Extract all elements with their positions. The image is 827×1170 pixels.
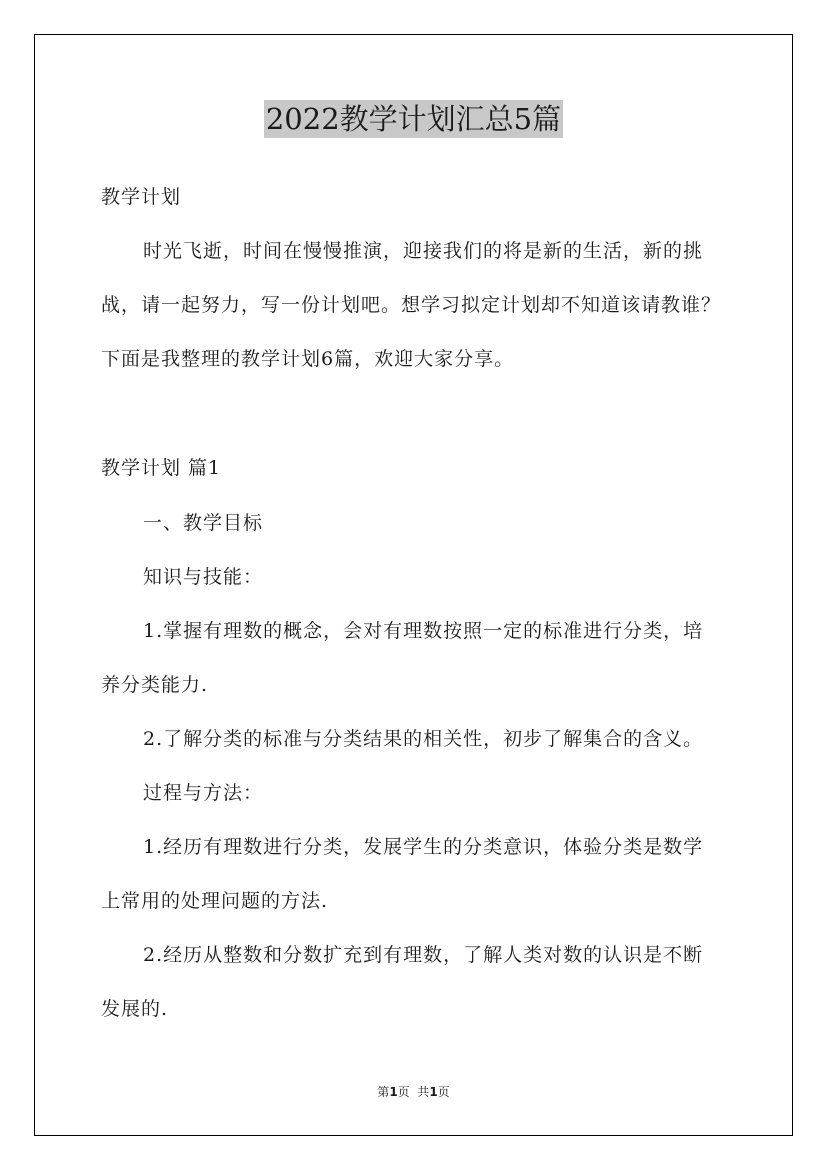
process-item-1-line-2: 上常用的处理问题的方法. — [101, 890, 329, 912]
knowledge-item-2: 2.了解分类的标准与分类结果的相关性，初步了解集合的含义。 — [143, 728, 704, 750]
intro-line-3: 下面是我整理的教学计划6篇，欢迎大家分享。 — [101, 348, 515, 370]
knowledge-item-1-line-1: 1.掌握有理数的概念，会对有理数按照一定的标准进行分类，培 — [143, 620, 704, 642]
footer-mid: 页 共 — [397, 1085, 430, 1099]
process-item-1-line-1: 1.经历有理数进行分类，发展学生的分类意识，体验分类是数学 — [143, 836, 704, 858]
process-item-2-line-2: 发展的. — [101, 998, 169, 1020]
footer-page-number: 1 — [389, 1085, 398, 1099]
section-heading: 教学计划 篇1 — [101, 457, 222, 479]
intro-line-2: 战，请一起努力，写一份计划吧。想学习拟定计划却不知道该请教谁？ — [101, 294, 722, 316]
intro-heading: 教学计划 — [101, 186, 182, 208]
process-item-2-line-1: 2.经历从整数和分数扩充到有理数，了解人类对数的认识是不断 — [143, 944, 704, 966]
page-footer — [0, 1083, 827, 1100]
document-title: 2022教学计划汇总5篇 — [265, 102, 562, 136]
footer-suffix: 页 — [437, 1085, 450, 1099]
process-heading: 过程与方法： — [143, 782, 264, 804]
goal-heading: 一、教学目标 — [143, 512, 264, 534]
knowledge-heading: 知识与技能： — [143, 566, 264, 588]
document-title-block — [0, 99, 827, 139]
knowledge-item-1-line-2: 养分类能力. — [101, 674, 209, 696]
intro-line-1: 时光飞逝，时间在慢慢推演，迎接我们的将是新的生活，新的挑 — [143, 240, 704, 262]
footer-prefix: 第 — [377, 1085, 390, 1099]
footer-total-pages: 1 — [429, 1085, 438, 1099]
